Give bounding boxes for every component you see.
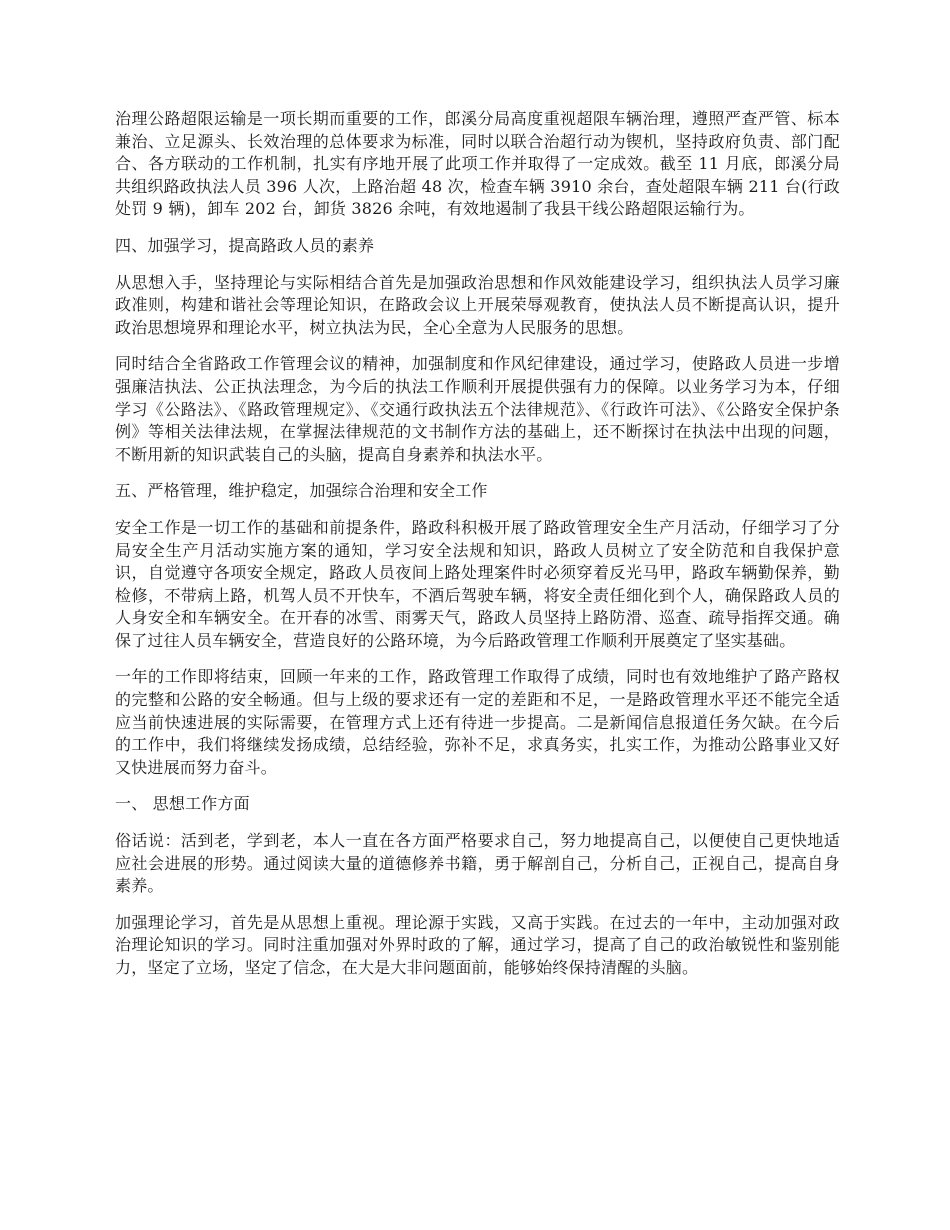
document-page [115,108,840,994]
paragraph-theory-study: 加强理论学习，首先是从思想上重视。理论源于实践，又高于实践。在过去的一年中，主动加强对政治理论知识的学习。同时注重加强对外界时政的了解，通过学习，提高了自己的政治敏锐性和鉴别能力，坚定了立场，坚定了信念，在大是大非问题面前，能够始终保持清醒的头脑。 [115,912,840,977]
section-heading-5: 五、严格管理，维护稳定，加强综合治理和安全工作 [115,481,488,501]
paragraph-year-summary: 一年的工作即将结束，回顾一年来的工作，路政管理工作取得了成绩，同时也有效地维护了路产路权的完整和公路的安全畅通。但与上级的要求还有一定的差距和不足，一是路政管理水平还不能完全适应当前快速进展的实际需要，在管理方式上还有待进一步提高。二是新闻信息报道任务欠缺。在今后的工作中，我们将继续发扬成绩，总结经验，弥补不足，求真务实，扎实工作，为推动公路事业又好又快进展而努力奋斗。 [115,667,840,777]
paragraph-legal-study: 同时结合全省路政工作管理会议的精神，加强制度和作风纪律建设，通过学习，使路政人员进一步增强廉洁执法、公正执法理念，为今后的执法工作顺利开展提供强有力的保障。以业务学习为本，仔细学习《公路法》、《路政管理规定》、《交通行政执法五个法律规范》、《行政许可法》、《公路安全保护条例》等相关法律法规，在掌握法律规范的文书制作方法的基础上，还不断探讨在执法中出现的问题，不断用新的知识武装自己的头脑，提高自身素养和执法水平。 [115,354,840,464]
section-heading-4: 四、加强学习，提高路政人员的素养 [115,235,375,255]
paragraph-self-improvement: 俗话说：活到老，学到老，本人一直在各方面严格要求自己，努力地提高自己，以便使自己更快地适应社会进展的形势。通过阅读大量的道德修养书籍，勇于解剖自己，分析自己，正视自己，提高自身素养。 [115,831,840,896]
paragraph-safety-work: 安全工作是一切工作的基础和前提条件，路政科积极开展了路政管理安全生产月活动，仔细学习了分局安全生产月活动实施方案的通知，学习安全法规和知识，路政人员树立了安全防范和自我保护意识，自觉遵守各项安全规定，路政人员夜间上路处理案件时必须穿着反光马甲，路政车辆勤保养，勤检修，不带病上路，机驾人员不开快车，不酒后驾驶车辆，将安全责任细化到个人，确保路政人员的人身安全和车辆安全。在开春的冰雪、雨雾天气，路政人员坚持上路防滑、巡查、疏导指挥交通。确保了过往人员车辆安全，营造良好的公路环境，为今后路政管理工作顺利开展奠定了坚实基础。 [115,517,840,650]
section-heading-1: 一、 思想工作方面 [115,794,250,814]
paragraph-overload-control: 治理公路超限运输是一项长期而重要的工作，郎溪分局高度重视超限车辆治理，遵照严查严管、标本兼治、立足源头、长效治理的总体要求为标准，同时以联合治超行动为锲机，坚持政府负责、部门配合、各方联动的工作机制，扎实有序地开展了此项工作并取得了一定成效。截至 11 月底，郎溪分局共组织路政执法人员 396 人次，上路治超 48 次，检查车辆 3910 余台，查处超限车辆 211 台(行政处罚 9 辆)，卸车 202 台，卸货 3826 余吨，有效地遏制了我县干线公路超限运输行为。 [115,109,840,219]
paragraph-political-study: 从思想入手，坚持理论与实际相结合首先是加强政治思想和作风效能建设学习，组织执法人员学习廉政准则，构建和谐社会等理论知识，在路政会议上开展荣辱观教育，使执法人员不断提高认识，提升政治思想境界和理论水平，树立执法为民，全心全意为人民服务的思想。 [115,272,840,337]
